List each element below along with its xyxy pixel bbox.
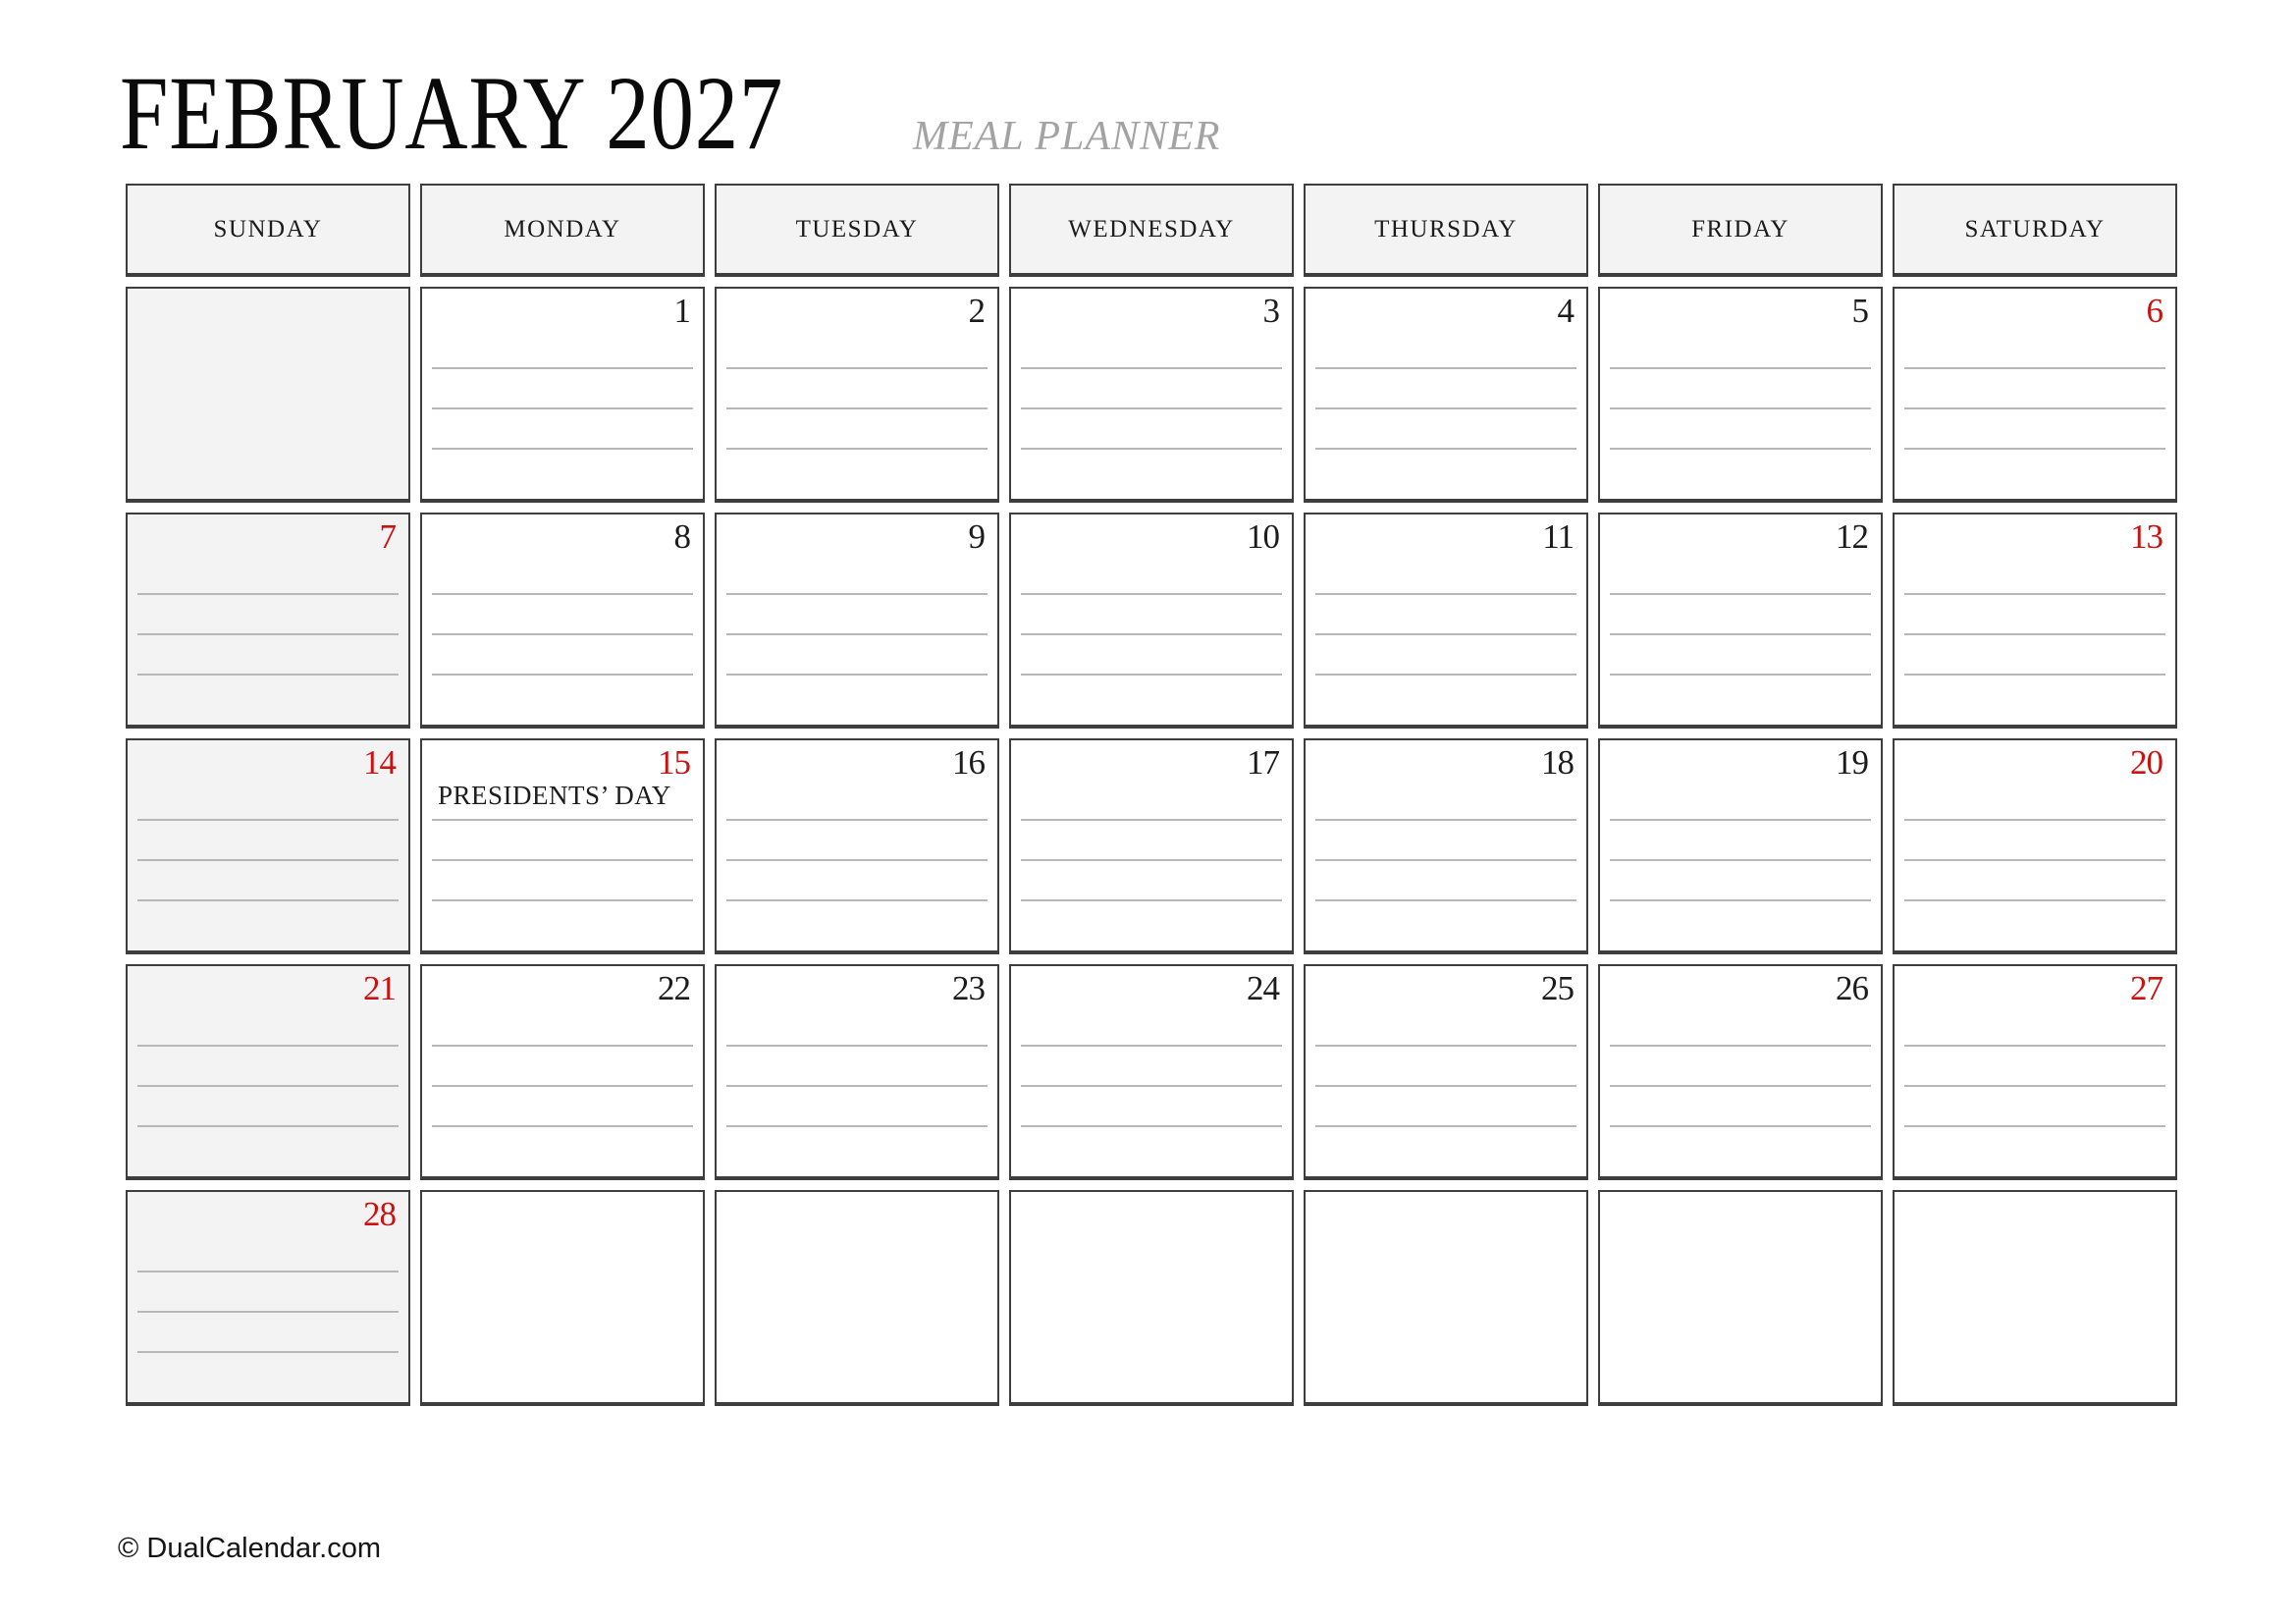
- day-number: 15: [658, 743, 690, 782]
- day-number: 7: [379, 517, 396, 556]
- day-number: 18: [1541, 743, 1574, 782]
- day-number: 13: [2130, 517, 2163, 556]
- day-cell-empty: [1304, 1190, 1588, 1406]
- day-cell: [1009, 964, 1294, 1180]
- day-number: 9: [968, 517, 985, 556]
- day-number: 2: [968, 292, 985, 330]
- day-cell-empty: [1893, 1190, 2177, 1406]
- day-number: 28: [363, 1195, 396, 1233]
- day-cell: [1304, 964, 1588, 1180]
- day-cell: [1598, 964, 1883, 1180]
- holiday-label: PRESIDENTS’ DAY: [438, 781, 671, 810]
- day-number: 17: [1247, 743, 1279, 782]
- day-cell-empty: [1009, 1190, 1294, 1406]
- day-cell: [715, 964, 999, 1180]
- day-cell: [1304, 287, 1588, 503]
- day-cell: [126, 738, 410, 954]
- day-number: 26: [1836, 969, 1868, 1007]
- day-cell: [715, 513, 999, 729]
- day-number: 19: [1836, 743, 1868, 782]
- day-number: 25: [1541, 969, 1574, 1007]
- title-row: [120, 56, 920, 172]
- weekday-header-tuesday: TUESDAY: [715, 184, 999, 277]
- day-cell-empty: [715, 1190, 999, 1406]
- day-number: 6: [2146, 292, 2163, 330]
- weekday-header-saturday: SATURDAY: [1893, 184, 2177, 277]
- day-cell: [1893, 738, 2177, 954]
- day-number: 4: [1557, 292, 1574, 330]
- day-number: 8: [673, 517, 690, 556]
- day-number: 24: [1247, 969, 1279, 1007]
- weekday-header-sunday: SUNDAY: [126, 184, 410, 277]
- day-number: 10: [1247, 517, 1279, 556]
- day-number: 3: [1262, 292, 1279, 330]
- day-number: 23: [952, 969, 985, 1007]
- day-cell: [126, 1190, 410, 1406]
- day-number: 16: [952, 743, 985, 782]
- day-cell: [1893, 513, 2177, 729]
- day-cell-empty: [420, 1190, 705, 1406]
- day-cell: [126, 964, 410, 1180]
- day-cell: [420, 287, 705, 503]
- day-number: 1: [673, 292, 690, 330]
- day-cell-presidents-day: [420, 738, 705, 954]
- day-cell: [1893, 287, 2177, 503]
- page-title: FEBRUARY 2027: [120, 56, 784, 172]
- copyright-text: © DualCalendar.com: [118, 1533, 381, 1564]
- day-number: 11: [1542, 517, 1574, 556]
- day-cell: [1598, 287, 1883, 503]
- weekday-header-monday: MONDAY: [420, 184, 705, 277]
- day-cell: [1304, 738, 1588, 954]
- day-cell-empty: [126, 287, 410, 503]
- day-number: 21: [363, 969, 396, 1007]
- weekday-header-friday: FRIDAY: [1598, 184, 1883, 277]
- day-cell: [420, 964, 705, 1180]
- day-number: 12: [1836, 517, 1868, 556]
- day-cell: [1009, 287, 1294, 503]
- day-cell: [715, 738, 999, 954]
- day-cell: [1598, 513, 1883, 729]
- day-number: 14: [363, 743, 396, 782]
- day-cell: [420, 513, 705, 729]
- day-cell: [715, 287, 999, 503]
- day-cell: [1598, 738, 1883, 954]
- day-number: 27: [2130, 969, 2163, 1007]
- day-cell: [1009, 513, 1294, 729]
- day-cell: [1893, 964, 2177, 1180]
- day-cell: [126, 513, 410, 729]
- page-subtitle: MEAL PLANNER: [913, 114, 1221, 159]
- weekday-header-thursday: THURSDAY: [1304, 184, 1588, 277]
- day-cell-empty: [1598, 1190, 1883, 1406]
- day-number: 5: [1851, 292, 1868, 330]
- day-number: 22: [658, 969, 690, 1007]
- weekday-header-wednesday: WEDNESDAY: [1009, 184, 1294, 277]
- calendar-grid: [126, 184, 2177, 1406]
- day-number: 20: [2130, 743, 2163, 782]
- day-cell: [1304, 513, 1588, 729]
- day-cell: [1009, 738, 1294, 954]
